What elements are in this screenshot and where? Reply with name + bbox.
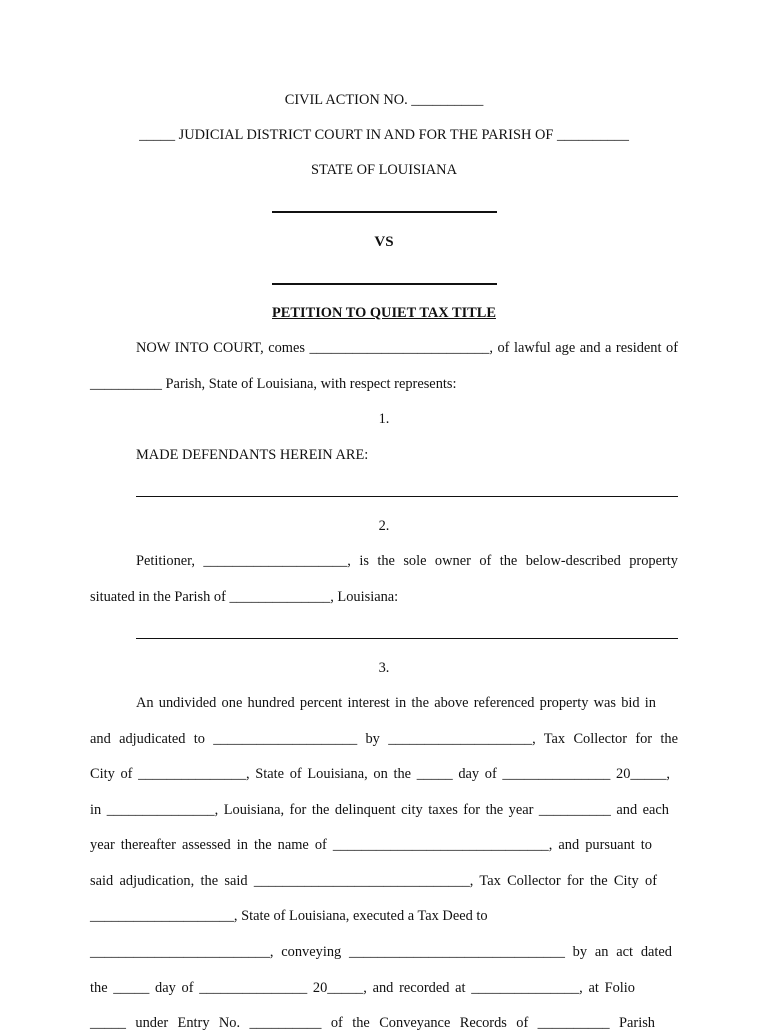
plaintiff-blank-line: [272, 211, 497, 213]
defendant-blank-line: [272, 283, 497, 285]
petition-title: PETITION TO QUIET TAX TITLE: [272, 305, 496, 321]
section-3-line: _________________________, conveying ______________________________ by an act dated: [90, 944, 672, 960]
section-1-number: 1.: [378, 411, 390, 427]
section-3-line: and adjudicated to ____________________ by ____________________, Tax Collector for the: [90, 731, 678, 747]
section-3-line: _____ under Entry No. __________ of the Conveyance Records of __________ Parish: [90, 1015, 655, 1031]
section-3-line: City of _______________, State of Louisiana, on the _____ day of _______________ 20_____,: [90, 766, 670, 782]
section-3-line: year thereafter assessed in the name of ______________________________, and pursuant to: [90, 837, 652, 853]
section-3-line: ____________________, State of Louisiana, executed a Tax Deed to: [90, 908, 488, 924]
versus-label: VS: [374, 234, 394, 250]
section-3-line: said adjudication, the said ______________________________, Tax Collector for the City of: [90, 873, 657, 889]
defendants-blank-line: [136, 496, 678, 497]
intro-line-1: NOW INTO COURT, comes _________________________, of lawful age and a resident of: [136, 340, 678, 356]
section-3-line: An undivided one hundred percent interest in the above referenced property was bid in: [136, 695, 656, 711]
section-2-line-2: situated in the Parish of ______________, Louisiana:: [90, 589, 399, 605]
section-3-number: 3.: [378, 660, 390, 676]
section-1-text: MADE DEFENDANTS HEREIN ARE:: [136, 447, 369, 463]
property-description-blank-line: [136, 638, 678, 639]
civil-action-number: CIVIL ACTION NO. __________: [284, 92, 484, 108]
section-3-line: in _______________, Louisiana, for the delinquent city taxes for the year __________ and each: [90, 802, 669, 818]
state-heading: STATE OF LOUISIANA: [311, 162, 457, 178]
court-heading: _____ JUDICIAL DISTRICT COURT IN AND FOR THE PARISH OF __________: [139, 127, 629, 143]
intro-line-2: __________ Parish, State of Louisiana, with respect represents:: [90, 376, 457, 392]
section-2-line-1: Petitioner, ____________________, is the sole owner of the below-described property: [136, 553, 678, 569]
section-2-number: 2.: [378, 518, 390, 534]
section-3-line: the _____ day of _______________ 20_____, and recorded at _______________, at Folio: [90, 980, 635, 996]
